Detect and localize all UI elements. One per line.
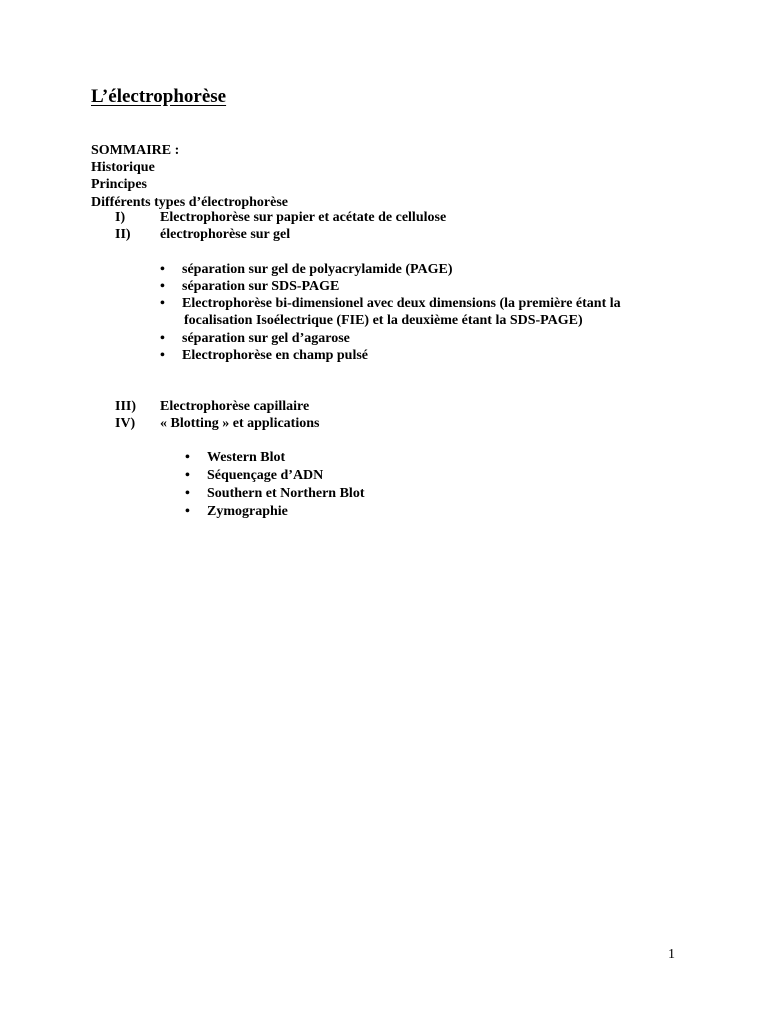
bullet-dot-icon: •: [185, 468, 190, 483]
bullet-dot-icon: •: [185, 450, 190, 465]
section-1-title: Electrophorèse sur papier et acétate de cellulose: [160, 210, 447, 225]
section-1-numeral: I): [115, 210, 126, 225]
bullet-dot-icon: •: [185, 504, 190, 519]
list-item: séparation sur gel de polyacrylamide (PAGE): [182, 262, 453, 277]
bullet-dot-icon: •: [185, 486, 190, 501]
section-4-numeral: IV): [115, 416, 136, 431]
summary-heading: SOMMAIRE :: [91, 143, 180, 158]
list-item: Western Blot: [207, 450, 286, 465]
bullet-dot-icon: •: [160, 348, 165, 363]
section-3-title: Electrophorèse capillaire: [160, 399, 310, 414]
list-item: Southern et Northern Blot: [207, 486, 365, 501]
summary-block: [91, 142, 288, 211]
list-item: Séquençage d’ADN: [207, 468, 324, 483]
list-item: Zymographie: [207, 504, 288, 519]
list-item: séparation sur SDS-PAGE: [182, 279, 340, 294]
page-number: 1: [668, 947, 675, 962]
section-2-numeral: II): [115, 227, 131, 242]
section-2-title: électrophorèse sur gel: [160, 227, 291, 242]
bullet-dot-icon: •: [160, 262, 165, 277]
list-item: Electrophorèse en champ pulsé: [182, 348, 369, 363]
list-item: séparation sur gel d’agarose: [182, 331, 350, 346]
summary-item-types: Différents types d’électrophorèse: [91, 194, 288, 210]
bullet-dot-icon: •: [160, 279, 165, 294]
list-item-continuation: focalisation Isoélectrique (FIE) et la deuxième étant la SDS-PAGE): [184, 313, 583, 328]
bullet-dot-icon: •: [160, 296, 165, 311]
section-3-numeral: III): [115, 399, 137, 414]
list-item: Electrophorèse bi-dimensionel avec deux dimensions (la première étant la: [182, 296, 621, 311]
section-4-title: « Blotting » et applications: [160, 416, 320, 431]
document-title: L’électrophorèse: [91, 86, 227, 107]
summary-item-historique: Historique: [91, 160, 155, 176]
bullet-dot-icon: •: [160, 331, 165, 346]
summary-item-principes: Principes: [91, 177, 147, 193]
